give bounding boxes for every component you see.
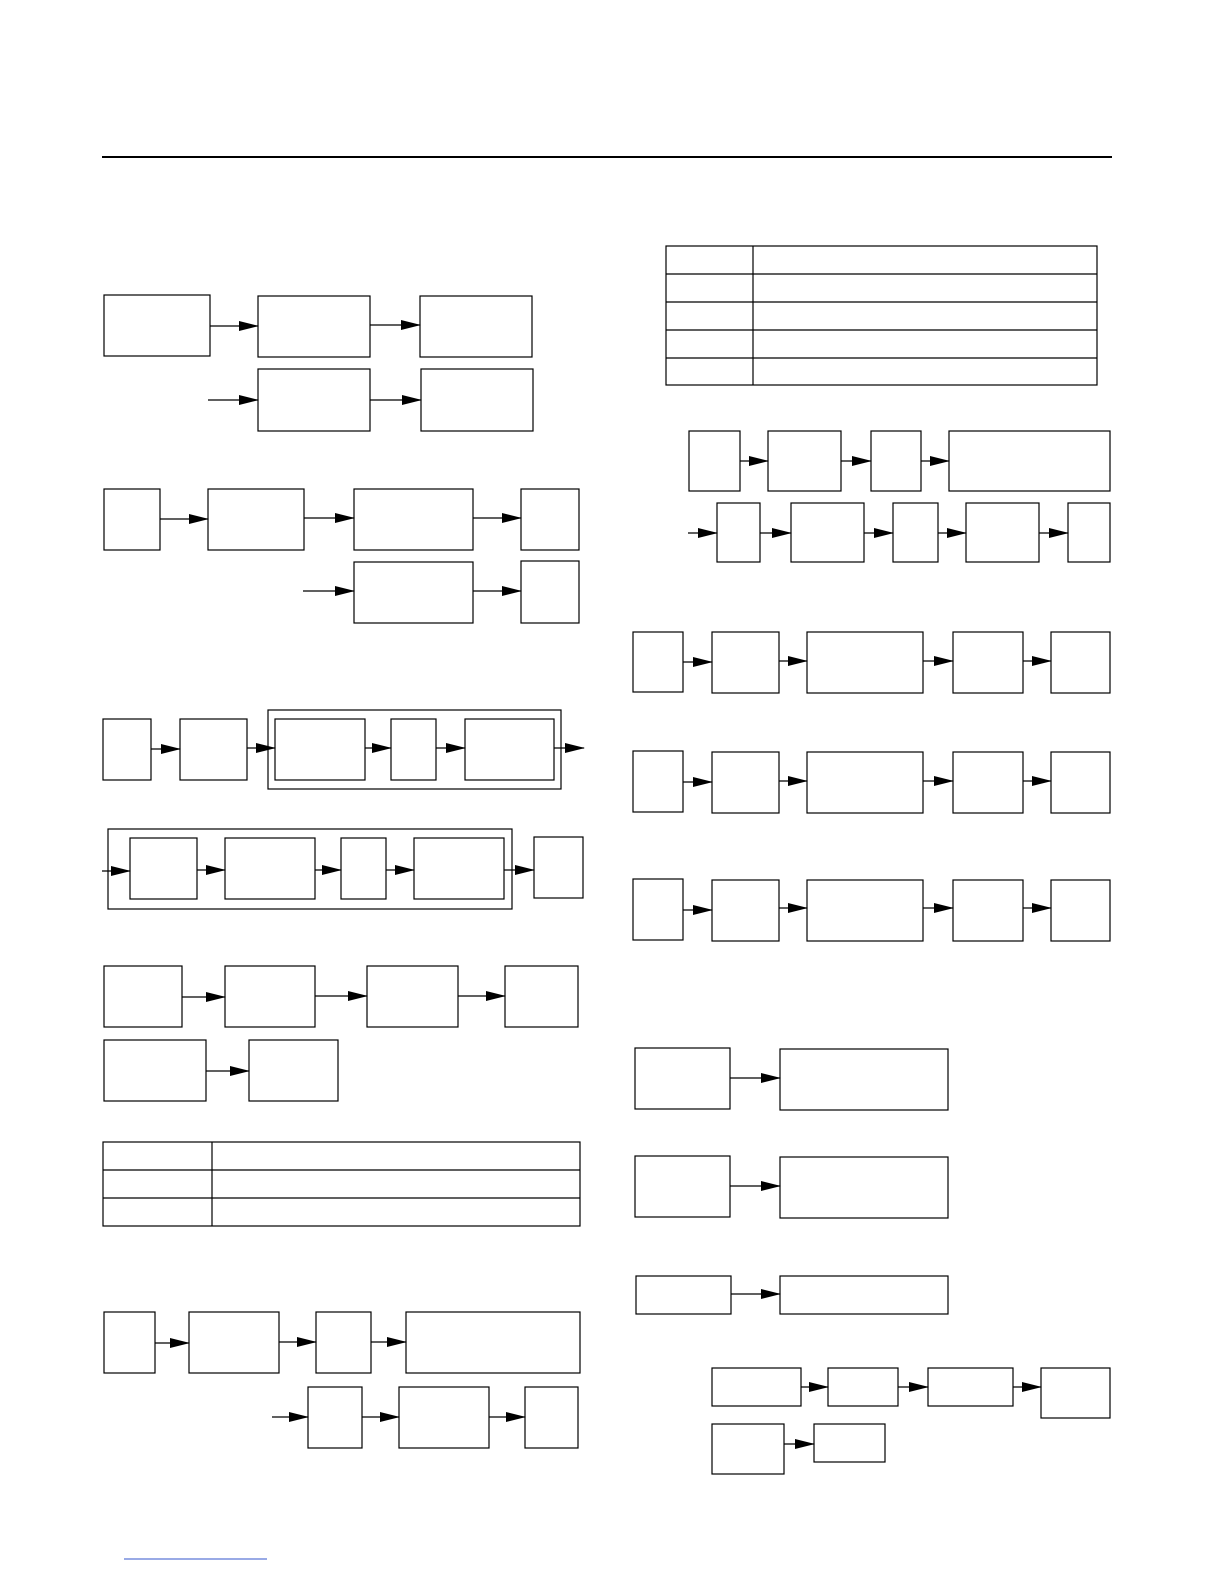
process-box [391,719,436,780]
process-box [208,489,304,550]
process-box [414,838,504,899]
process-box [104,489,160,550]
process-box [505,966,578,1027]
flowchart-left-5 [104,966,578,1101]
process-box [1051,752,1110,813]
flowchart-right-7 [636,1276,948,1314]
process-box [712,632,779,693]
process-box [534,837,583,898]
process-box [807,752,923,813]
process-box [104,295,210,356]
process-box [258,369,370,431]
flowchart-right-1 [688,431,1110,562]
process-box [893,503,938,562]
process-box [953,632,1023,693]
process-box [712,1424,784,1474]
flowchart-right-4 [633,879,1110,941]
table-right [666,246,1097,385]
process-box [406,1312,580,1373]
process-box [953,752,1023,813]
flowchart-left-3 [103,710,584,789]
process-box [780,1049,948,1110]
flowchart-left-6 [104,1312,580,1448]
process-box [966,503,1039,562]
process-box [103,719,151,780]
flowchart-right-3 [633,751,1110,813]
process-box [953,880,1023,941]
process-box [636,1276,731,1314]
process-box [768,431,841,491]
process-box [712,880,779,941]
process-box [104,1312,155,1373]
process-box [258,296,370,357]
process-box [780,1276,948,1314]
process-box [180,719,247,780]
process-box [717,503,760,562]
process-box [225,838,315,899]
process-box [275,719,365,780]
process-box [130,838,197,899]
process-box [712,1368,801,1406]
process-box [225,966,315,1027]
process-box [807,880,923,941]
flowchart-right-5 [635,1048,948,1110]
process-box [633,751,683,812]
process-box [104,1040,206,1101]
process-box [525,1387,578,1448]
process-box [1041,1368,1110,1418]
process-box [465,719,554,780]
process-box [308,1387,362,1448]
flowchart-right-2 [633,632,1110,693]
flowchart-right-8 [712,1368,1110,1474]
process-box [828,1368,898,1406]
process-box [712,752,779,813]
process-box [780,1157,948,1218]
process-box [367,966,458,1027]
process-box [633,879,683,940]
process-box [807,632,923,693]
process-box [871,431,921,491]
flowchart-left-2 [104,489,579,623]
table-frame [103,1142,580,1226]
process-box [521,561,579,623]
process-box [420,296,532,357]
process-box [1051,632,1110,693]
process-box [341,838,386,899]
table-frame [666,246,1097,385]
process-box [689,431,740,491]
flowchart-left-4 [102,829,583,909]
table-left [103,1142,580,1226]
process-box [354,562,473,623]
process-box [791,503,864,562]
process-box [814,1424,885,1462]
process-box [421,369,533,431]
process-box [635,1156,730,1217]
process-box [635,1048,730,1109]
process-box [633,632,683,692]
process-box [928,1368,1013,1406]
flowchart-right-6 [635,1156,948,1218]
process-box [1051,880,1110,941]
process-box [521,489,579,550]
process-box [354,489,473,550]
flowchart-left-1 [104,295,533,431]
process-box [189,1312,279,1373]
process-box [316,1312,371,1373]
process-box [949,431,1110,491]
process-box [249,1040,338,1101]
process-box [1068,503,1110,562]
process-box [104,966,182,1027]
process-box [399,1387,489,1448]
